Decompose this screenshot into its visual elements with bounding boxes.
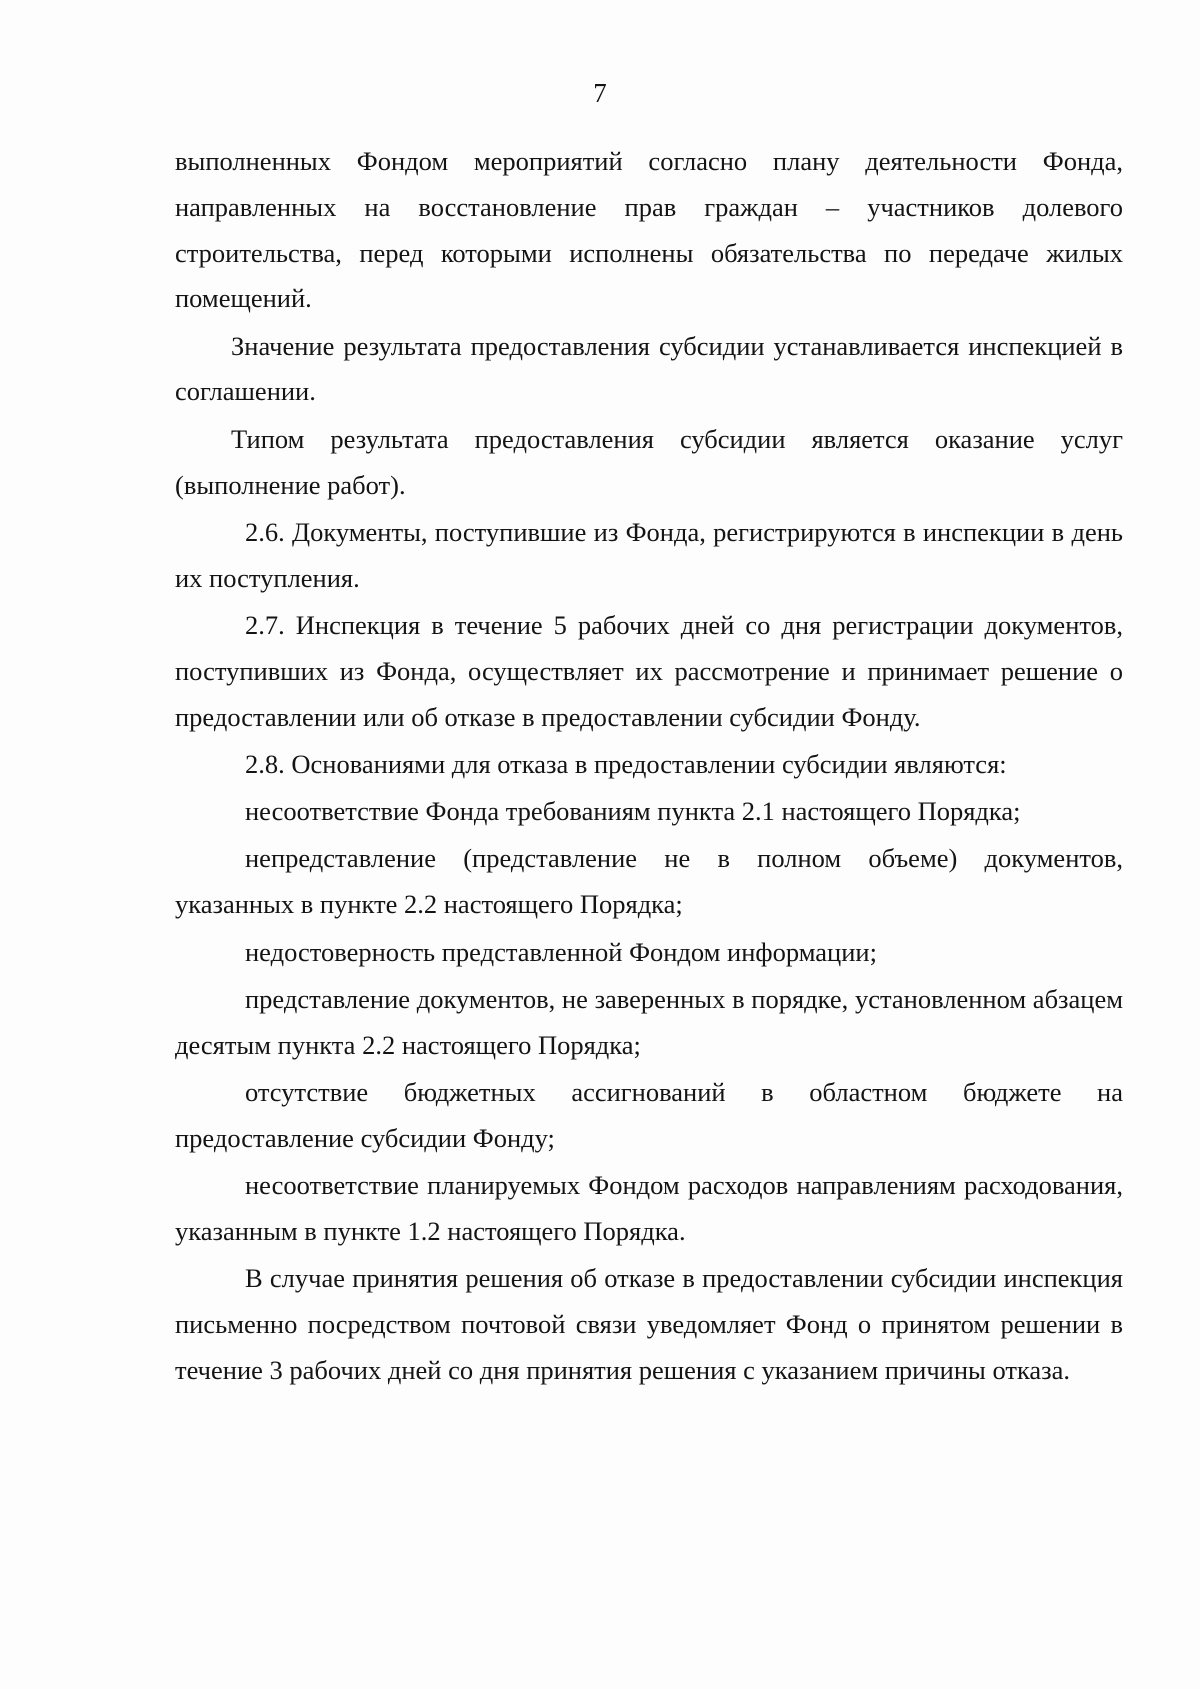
page-number: 7 xyxy=(593,78,607,108)
list-item-refusal-ground: отсутствие бюджетных ассигнований в областном бюджете на предоставление субсидии Фонду; xyxy=(175,1076,1123,1153)
list-item-refusal-ground: представление документов, не заверенных в порядке, установленном абзацем десятым пункта 2.2 настоящего Порядка; xyxy=(175,983,1123,1060)
paragraph-clause-2-7: 2.7. Инспекция в течение 5 рабочих дней со дня регистрации документов, поступивших из Фонда, осуществляет их рассмотрение и принимает решение о предоставлении или об отказе в предоставлении субсидии Фонду. xyxy=(175,609,1123,732)
paragraph-clause-2-8: 2.8. Основаниями для отказа в предоставлении субсидии являются: xyxy=(245,748,1007,779)
list-item-refusal-ground: непредставление (представление не в полном объеме) документов, указанных в пункте 2.2 настоящего Порядка; xyxy=(175,843,1123,920)
paragraph-result-value: Значение результата предоставления субсидии устанавливается инспекцией в соглашении. xyxy=(175,330,1123,407)
paragraph-result-type: Типом результата предоставления субсидии является оказание услуг (выполнение работ). xyxy=(175,423,1123,500)
document-body xyxy=(175,139,1123,1395)
list-item-refusal-ground: недостоверность представленной Фондом информации; xyxy=(245,936,877,967)
paragraph-clause-2-6: 2.6. Документы, поступившие из Фонда, регистрируются в инспекции в день их поступления. xyxy=(175,516,1123,593)
paragraph-result-continuation: выполненных Фондом мероприятий согласно плану деятельности Фонда, направленных на восстановление прав граждан – участников долевого строительства, перед которыми исполнены обязательства по передаче жилых помещений. xyxy=(175,146,1123,314)
list-item-refusal-ground: несоответствие планируемых Фондом расходов направлениям расходования, указанным в пункте 1.2 настоящего Порядка. xyxy=(175,1170,1123,1246)
list-item-refusal-ground: несоответствие Фонда требованиям пункта 2.1 настоящего Порядка; xyxy=(245,796,1021,827)
paragraph-refusal-notification: В случае принятия решения об отказе в предоставлении субсидии инспекция письменно посредством почтовой связи уведомляет Фонд о принятом решении в течение 3 рабочих дней со дня принятия решения с указанием причины отказа. xyxy=(175,1263,1123,1385)
